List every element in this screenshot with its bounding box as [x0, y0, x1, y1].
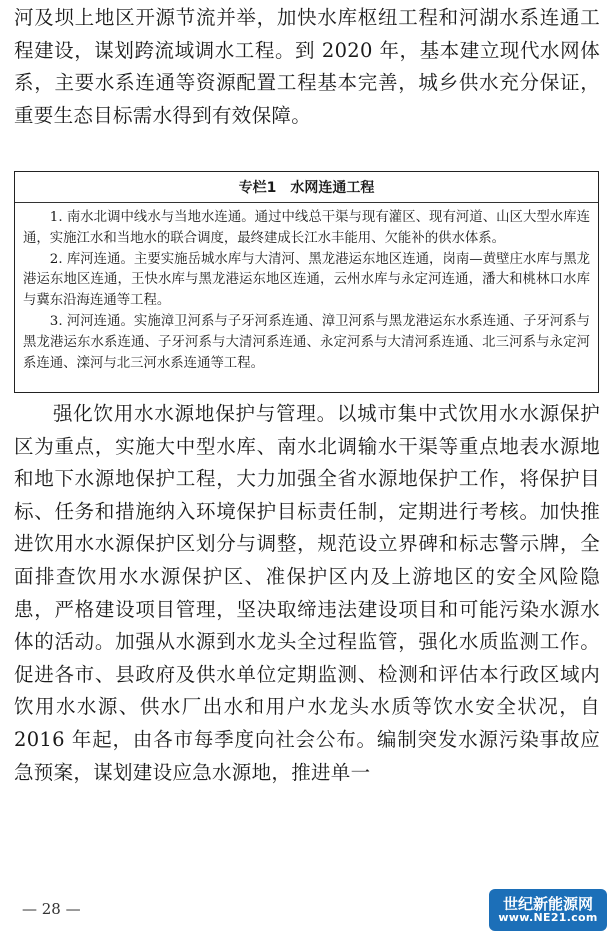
box-divider — [15, 202, 598, 203]
main-paragraph: 强化饮用水水源地保护与管理。以城市集中式饮用水水源保护区为重点，实施大中型水库、南水北调输水干渠等重点地表水源地和地下水源地保护工程，大力加强全省水源地保护工作，将保护目标、任务和措施纳入环境保护目标责任制，定期进行考核。加快推进饮用水水源保护区划分与调整，规范设立界碑和标志警示牌，全面排查饮用水水源保护区、准保护区内及上游地区的安全风险隐患，严格建设项目管理，坚决取缔违法建设项目和可能污染水源水体的活动。加强从水源到水龙头全过程监管，强化水质监测工作。促进各市、县政府及供水单位定期监测、检测和评估本行政区域内饮用水水源、供水厂出水和用户水龙头水质等饮水安全状况，自 2016 年起，由各市每季度向社会公布。编制突发水源污染事故应急预案，谋划建设应急水源地，推进单一 — [14, 402, 600, 784]
box-item-2: 2. 库河连通。主要实施岳城水库与大清河、黑龙港运东地区连通，岗南—黄壁庄水库与黑龙港运东地区连通，王快水库与黑龙港运东地区连通，云州水库与永定河连通，潘大和桃林口水库与冀东沿海连通等工程。 — [23, 251, 590, 309]
box-item-3: 3. 河河连通。实施漳卫河系与子牙河系连通、漳卫河系与黑龙港运东水系连通、子牙河系与黑龙港运东水系连通、子牙河系与大清河系连通、永定河系与大清河系连通、北三河系与永定河系连通、滦河与北三河水系连通等工程。 — [23, 313, 590, 371]
watermark-name: 世纪新能源网 — [502, 894, 593, 913]
box-title: 专栏1 水网连通工程 — [238, 180, 375, 196]
top-paragraph: 河及坝上地区开源节流并举，加快水库枢纽工程和河湖水系连通工程建设，谋划跨流域调水工程。到 2020 年，基本建立现代水网体系，主要水系连通等资源配置工程基本完善，城乡供水充分保证，重要生态目标需水得到有效保障。 — [14, 6, 600, 127]
box-item-1: 1. 南水北调中线水与当地水连通。通过中线总干渠与现有灌区、现有河道、山区大型水库连通，实施江水和当地水的联合调度，最终建成长江水丰能用、欠能补的供水体系。 — [23, 210, 590, 246]
watermark-logo — [489, 889, 607, 931]
box-body — [23, 208, 590, 374]
page-number: — 28 — — [22, 900, 81, 918]
sidebar-box-water-network — [14, 171, 599, 393]
watermark-url: www.NE21.com — [498, 911, 598, 925]
